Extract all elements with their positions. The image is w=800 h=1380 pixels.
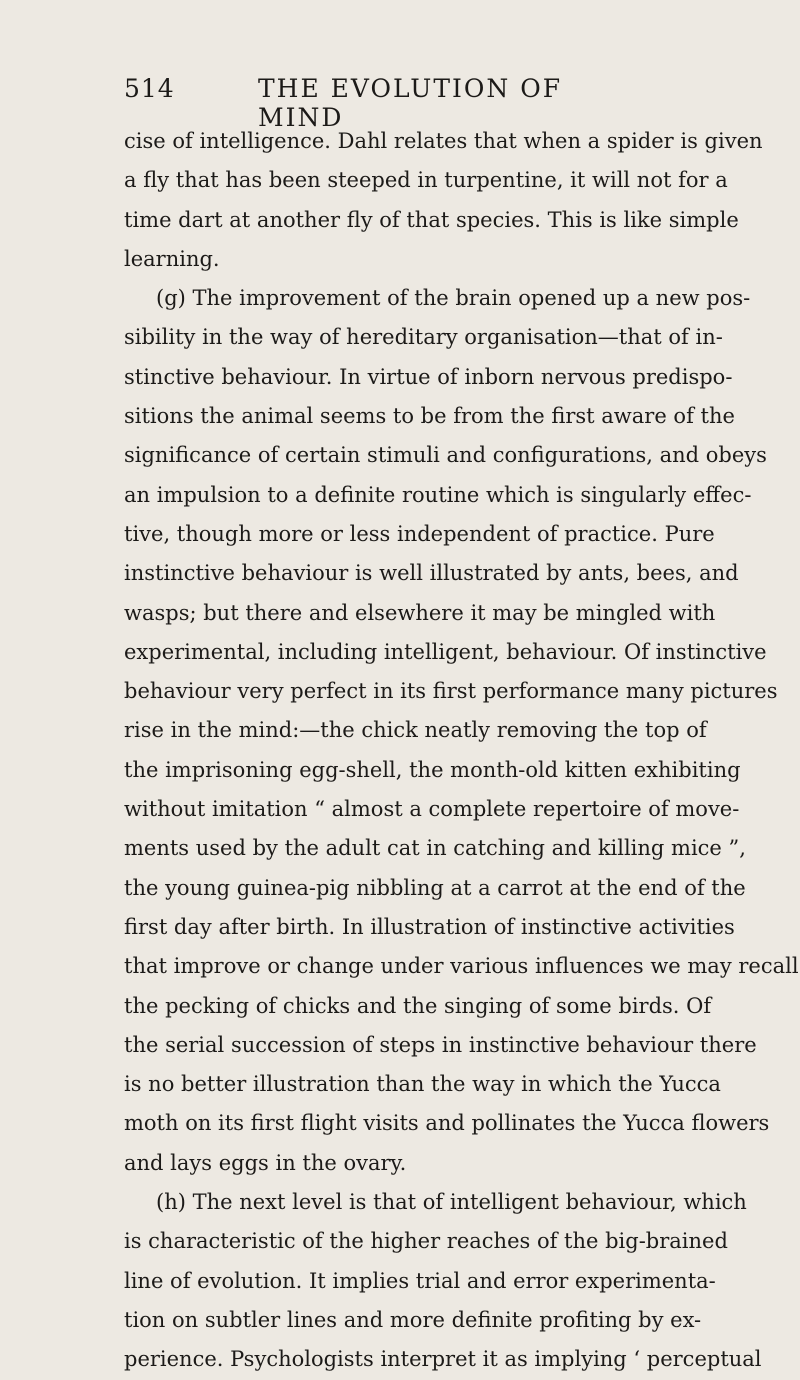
page-number: 514: [124, 74, 175, 103]
text-line: rise in the mind:—the chick neatly removing the top of: [124, 718, 707, 743]
paragraph-g-start: (g) The improvement of the brain opened up a new pos-: [156, 286, 751, 311]
text-line: stinctive behaviour. In virtue of inborn nervous predispo-: [124, 364, 733, 389]
text-line: is characteristic of the higher reaches of the big-brained: [124, 1229, 728, 1254]
paragraph-h-start: (h) The next level is that of intelligent behaviour, which: [156, 1190, 747, 1215]
text-line: cise of intelligence. Dahl relates that when a spider is given: [124, 129, 763, 153]
text-line: line of evolution. It implies trial and error experimenta-: [124, 1268, 716, 1293]
text-line: ments used by the adult cat in catching and killing mice ”,: [124, 836, 746, 861]
text-line: experimental, including intelligent, behaviour. Of instinctive: [124, 639, 767, 664]
text-line: without imitation “ almost a complete repertoire of move-: [124, 797, 740, 822]
running-head: [124, 74, 656, 132]
text-line: behaviour very perfect in its first performance many pictures: [124, 679, 778, 704]
text-line: is no better illustration than the way in which the Yucca: [124, 1072, 721, 1097]
text-line: a fly that has been steeped in turpentine, it will not for a: [124, 168, 728, 193]
body-text: [124, 122, 799, 1380]
text-line: and lays eggs in the ovary.: [124, 1150, 407, 1175]
text-line: first day after birth. In illustration of instinctive activities: [124, 914, 735, 939]
text-line: time dart at another fly of that species. This is like simple: [124, 207, 739, 232]
text-line: instinctive behaviour is well illustrated by ants, bees, and: [124, 561, 739, 586]
text-line: learning.: [124, 246, 220, 271]
text-line: the serial succession of steps in instinctive behaviour there: [124, 1032, 757, 1057]
text-line: significance of certain stimuli and configurations, and obeys: [124, 443, 767, 468]
text-line: tion on subtler lines and more definite profiting by ex-: [124, 1307, 702, 1332]
text-line: the imprisoning egg-shell, the month-old kitten exhibiting: [124, 757, 741, 782]
text-line: the pecking of chicks and the singing of some birds. Of: [124, 993, 712, 1018]
text-line: the young guinea-pig nibbling at a carrot at the end of the: [124, 875, 746, 900]
text-line: moth on its first flight visits and pollinates the Yucca flowers: [124, 1111, 770, 1136]
text-line: an impulsion to a definite routine which is singularly effec-: [124, 482, 752, 507]
text-line: tive, though more or less independent of practice. Pure: [124, 521, 715, 546]
text-line: sitions the animal seems to be from the first aware of the: [124, 404, 735, 429]
text-line: that improve or change under various influences we may recall: [124, 954, 799, 979]
text-line: perience. Psychologists interpret it as implying ‘ perceptual: [124, 1347, 762, 1372]
text-line: sibility in the way of hereditary organisation—that of in-: [124, 325, 723, 350]
text-line: wasps; but there and elsewhere it may be mingled with: [124, 600, 716, 625]
running-title: THE EVOLUTION OF MIND: [258, 74, 563, 132]
